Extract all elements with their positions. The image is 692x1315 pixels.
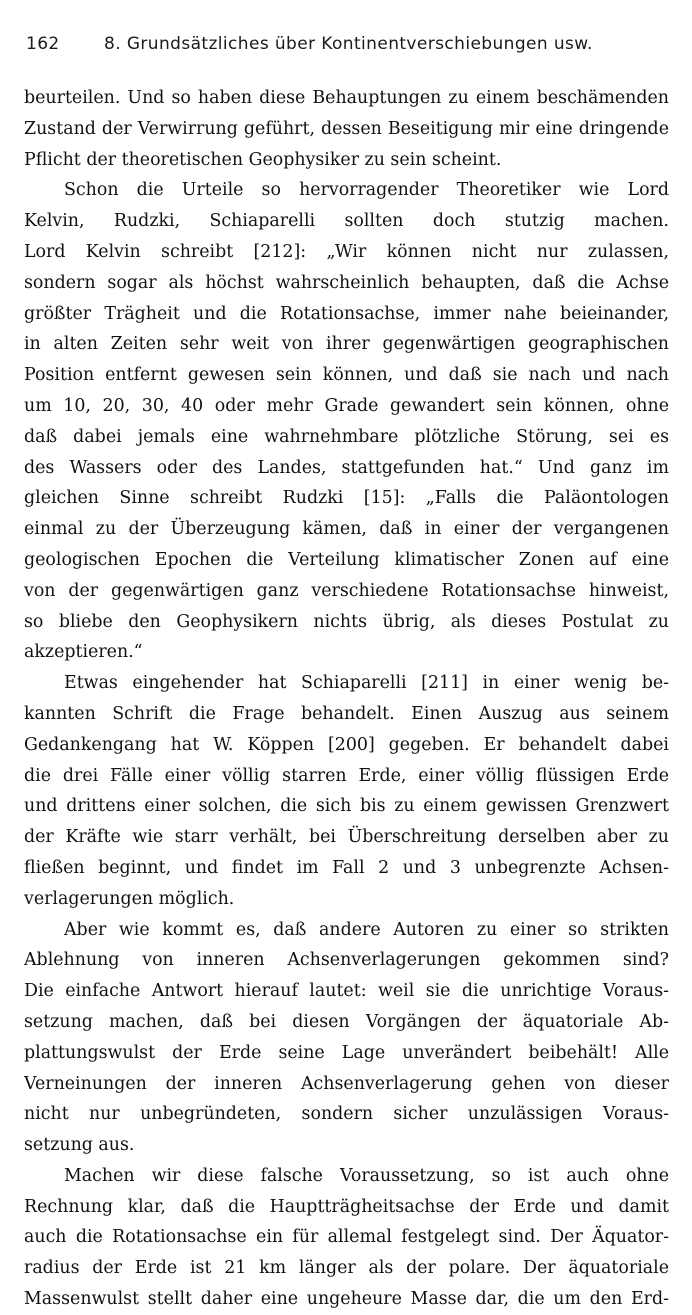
text-line: beurteilen. Und so haben diese Behauptungen zu einem beschämenden [24,88,669,108]
text-line: Zustand der Verwirrung geführt, dessen Beseitigung mir eine dringende [24,118,669,139]
text-line: fließen beginnt, und findet im Fall 2 und 3 unbegrenzte Achsen- [24,857,669,878]
running-title: 8. Grundsätzliches über Kontinentverschiebungen usw. [104,34,593,54]
text-line: gleichen Sinne schreibt Rudzki [15]: „Falls die Paläontologen [24,488,669,509]
text-line: Massenwulst stellt daher eine ungeheure Masse dar, die um den Erd- [24,1289,669,1310]
text-line: sondern sogar als höchst wahrscheinlich behaupten, daß die Achse [24,272,669,293]
text-line: des Wassers oder des Landes, stattgefunden hat.“ Und ganz im [24,457,669,478]
text-line: verlagerungen möglich. [24,888,235,909]
page-number: 162 [26,34,60,54]
text-line: die drei Fälle einer völlig starren Erde, einer völlig flüssigen Erde [24,765,669,786]
text-line: Gedankengang hat W. Köppen [200] gegeben. Er behandelt dabei [24,734,669,755]
text-line: Kelvin, Rudzki, Schiaparelli sollten doch stutzig machen. [24,211,669,232]
text-line: größter Trägheit und die Rotationsachse, immer nahe beieinander, [24,303,669,324]
text-line: so bliebe den Geophysikern nichts übrig, als dieses Postulat zu [24,611,669,632]
text-line: auch die Rotationsachse ein für allemal festgelegt sind. Der Äquator- [24,1227,669,1248]
text-line: Position entfernt gewesen sein können, und daß sie nach und nach [24,365,669,386]
text-line: von der gegenwärtigen ganz verschiedene Rotationsachse hinweist, [24,580,669,601]
text-line: Etwas eingehender hat Schiaparelli [211] in einer wenig be- [64,673,669,694]
text-line: plattungswulst der Erde seine Lage unverändert beibehält! Alle [24,1042,669,1063]
text-line: setzung machen, daß bei diesen Vorgängen der äquatoriale Ab- [24,1011,669,1032]
text-line: Schon die Urteile so hervorragender Theoretiker wie Lord [64,180,669,201]
text-line: radius der Erde ist 21 km länger als der polare. Der äquatoriale [24,1258,669,1279]
text-line: nicht nur unbegründeten, sondern sicher unzulässigen Voraus- [24,1104,669,1125]
text-line: der Kräfte wie starr verhält, bei Überschreitung derselben aber zu [24,827,669,848]
text-line: Die einfache Antwort hierauf lautet: weil sie die unrichtige Voraus- [24,981,669,1002]
text-line: Lord Kelvin schreibt [212]: „Wir können nicht nur zulassen, [24,241,669,262]
text-line: Pflicht der theoretischen Geophysiker zu sein scheint. [24,149,502,170]
text-line: geologischen Epochen die Verteilung klimatischer Zonen auf eine [24,549,669,570]
text-line: Verneinungen der inneren Achsenverlagerung gehen von dieser [24,1073,669,1094]
text-line: setzung aus. [24,1135,135,1156]
text-line: und drittens einer solchen, die sich bis zu einem gewissen Grenzwert [24,796,669,817]
running-header [26,34,666,58]
text-line: in alten Zeiten sehr weit von ihrer gegenwärtigen geographischen [24,334,669,355]
text-line: kannten Schrift die Frage behandelt. Einen Auszug aus seinem [24,703,669,724]
text-line: daß dabei jemals eine wahrnehmbare plötzliche Störung, sei es [24,426,669,447]
text-line: Rechnung klar, daß die Hauptträgheitsachse der Erde und damit [24,1196,669,1217]
text-line: Aber wie kommt es, daß andere Autoren zu einer so strikten [64,919,669,940]
text-line: akzeptieren.“ [24,642,143,663]
text-line: einmal zu der Überzeugung kämen, daß in einer der vergangenen [24,519,669,540]
text-line: um 10, 20, 30, 40 oder mehr Grade gewandert sein können, ohne [24,395,669,416]
text-line: Machen wir diese falsche Voraussetzung, so ist auch ohne [64,1165,669,1186]
text-line: Ablehnung von inneren Achsenverlagerungen gekommen sind? [24,950,669,971]
body-text [24,83,669,1315]
